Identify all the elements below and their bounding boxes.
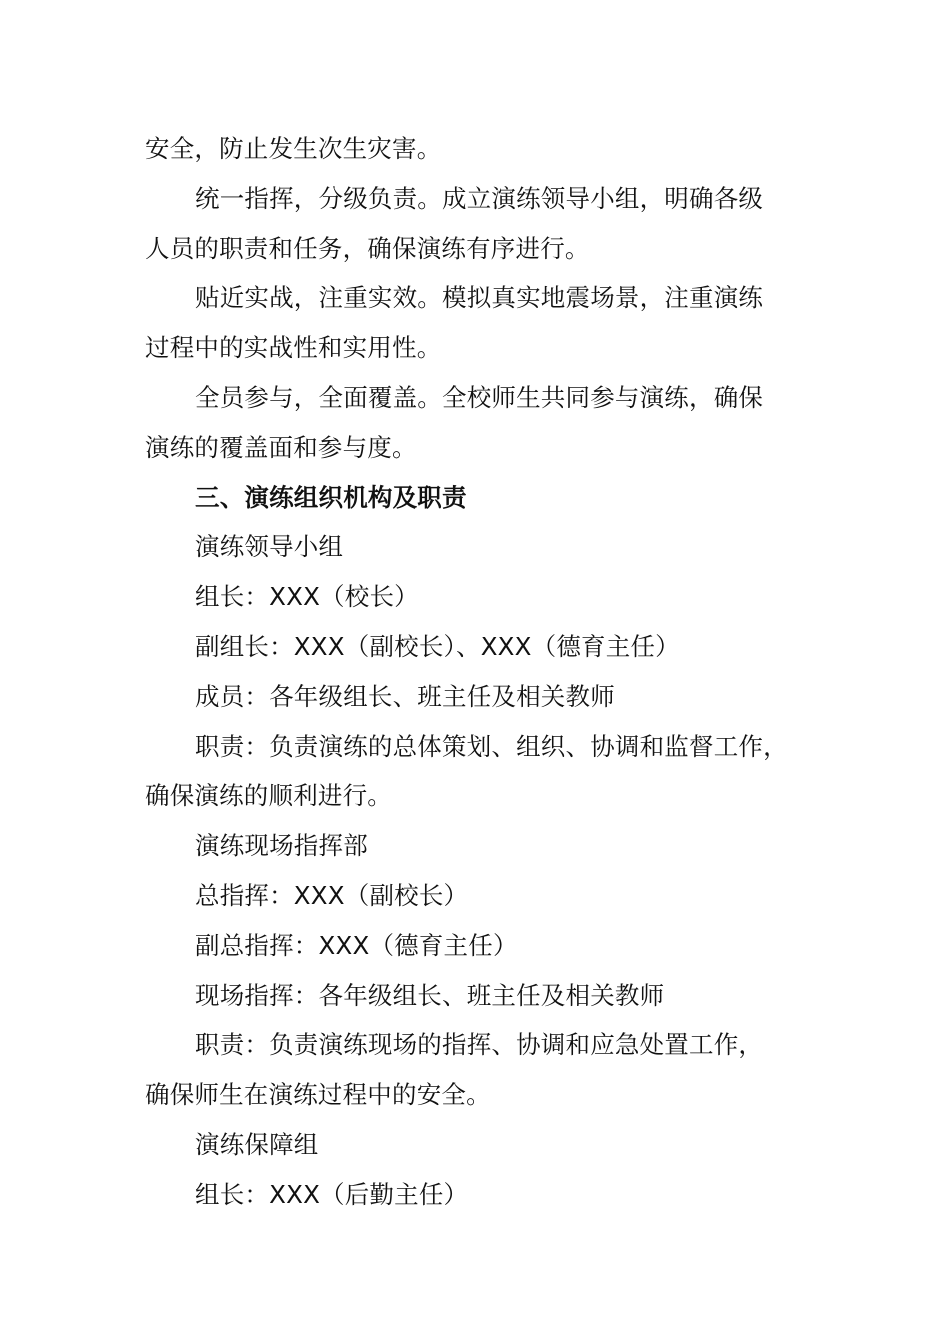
leader-line: 组长：XXX（校长） (195, 582, 419, 612)
paragraph-full-participation: 全员参与，全面覆盖。全校师生共同参与演练，确保 (195, 382, 764, 412)
document-body (145, 124, 835, 1220)
onsite-duties-line: 职责：负责演练现场的指挥、协调和应急处置工作， (195, 1030, 764, 1060)
text-line-continuation-duties: 人员的职责和任务，确保演练有序进行。 (145, 233, 590, 263)
deputy-leader-line: 副组长：XXX（副校长）、XXX（德育主任） (195, 631, 680, 661)
members-line: 成员：各年级组长、班主任及相关教师 (195, 681, 615, 711)
subheading-onsite-command: 演练现场指挥部 (195, 831, 368, 861)
chief-commander-line: 总指挥：XXX（副校长） (195, 880, 469, 910)
text-line-continuation-practicality: 过程中的实战性和实用性。 (145, 333, 442, 363)
onsite-commander-line: 现场指挥：各年级组长、班主任及相关教师 (195, 980, 665, 1010)
leadership-duties-line: 职责：负责演练的总体策划、组织、协调和监督工作， (195, 731, 788, 761)
section-heading-organization: 三、演练组织机构及职责 (195, 482, 467, 512)
paragraph-realistic-drill: 贴近实战，注重实效。模拟真实地震场景，注重演练 (195, 283, 764, 313)
subheading-support-group: 演练保障组 (195, 1129, 319, 1159)
subheading-leadership-group: 演练领导小组 (195, 532, 344, 562)
deputy-commander-line: 副总指挥：XXX（德育主任） (195, 930, 518, 960)
text-line-continuation-safety-in-drill: 确保师生在演练过程中的安全。 (145, 1080, 491, 1110)
paragraph-unified-command: 统一指挥，分级负责。成立演练领导小组，明确各级 (195, 183, 764, 213)
text-line-continuation-coverage: 演练的覆盖面和参与度。 (145, 432, 417, 462)
text-line-continuation-safety: 安全，防止发生次生灾害。 (145, 134, 442, 163)
support-leader-line: 组长：XXX（后勤主任） (195, 1179, 469, 1209)
text-line-continuation-smooth: 确保演练的顺利进行。 (145, 781, 392, 811)
